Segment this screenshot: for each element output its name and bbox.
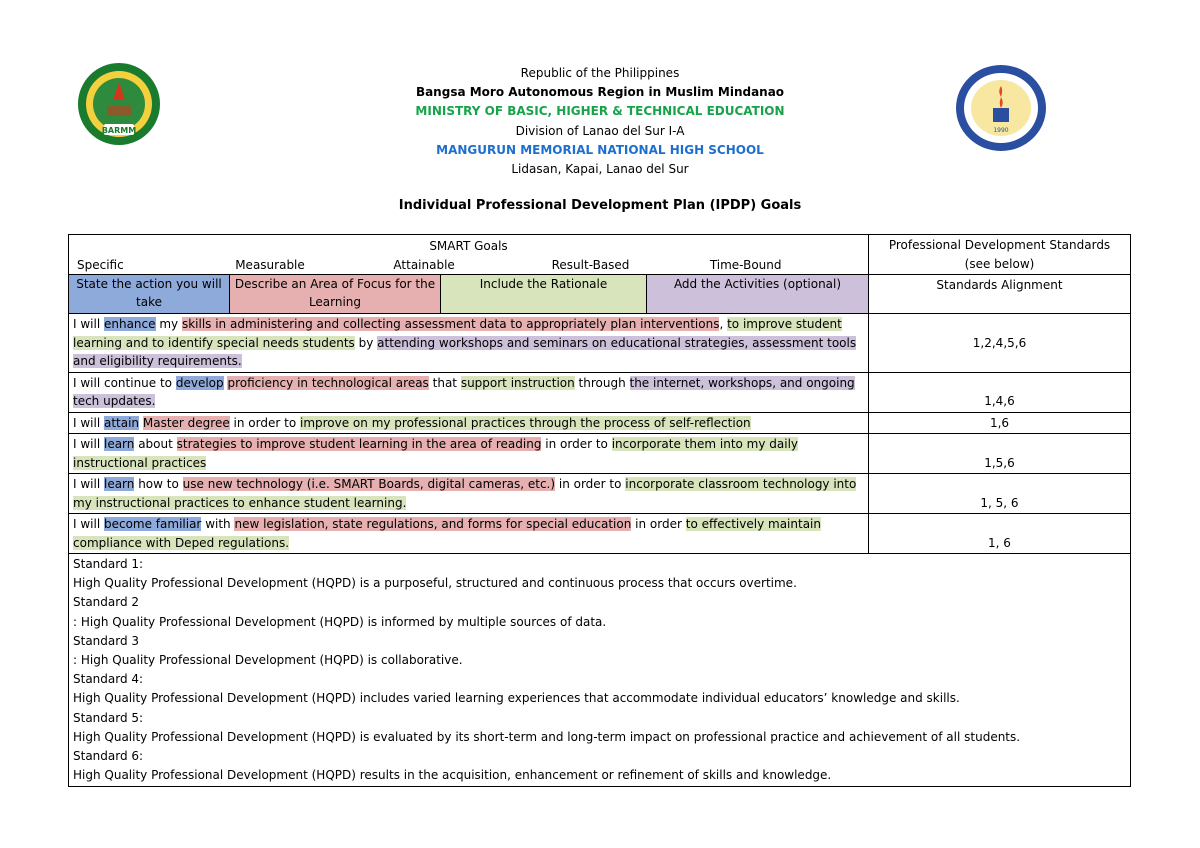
standards-list	[69, 554, 1131, 787]
goal-segment: incorporate them into my daily instructional practices	[73, 437, 799, 470]
header-activities: Add the Activities (optional)	[647, 275, 868, 313]
goal-segment: support instruction	[460, 375, 575, 390]
goal-segment: to improve student learning and to identify special needs students	[73, 317, 842, 350]
goal-segment: proficiency in technological areas	[227, 375, 429, 390]
goal-segment: by	[354, 335, 378, 350]
svg-text:BARMM: BARMM	[101, 126, 137, 135]
goal-row	[69, 474, 1131, 514]
goal-rows	[69, 314, 1131, 554]
goal-segment: learn	[103, 477, 135, 491]
smart-attainable: Attainable	[393, 257, 455, 272]
svg-text:1990: 1990	[993, 127, 1009, 134]
goal-segment: develop	[175, 375, 224, 390]
goal-row	[69, 514, 1131, 554]
header-school: MANGURUN MEMORIAL NATIONAL HIGH SCHOOL	[436, 142, 764, 157]
standard-heading: Standard 1:	[73, 557, 144, 571]
goal-segment: strategies to improve student learning in the area of reading	[176, 437, 542, 451]
goal-segment: use new technology (i.e. SMART Boards, digital cameras, etc.)	[182, 477, 556, 491]
smart-goals-title: SMART Goals	[429, 239, 508, 253]
goal-alignment: 1,5,6	[869, 434, 1131, 474]
goal-segment: I will	[73, 477, 104, 491]
goal-segment: in order to	[229, 415, 300, 430]
document-title: Individual Professional Development Plan (IPDP) Goals	[398, 198, 802, 213]
header-action: State the action you will take	[69, 275, 230, 313]
standard-description: High Quality Professional Development (HQPD) includes varied learning experiences that accommodate individual educators’ knowledge and skills.	[73, 691, 960, 706]
goal-segment: with	[201, 517, 235, 531]
goal-segment: to effectively maintain compliance with Deped regulations.	[73, 517, 821, 550]
goal-segment: attending workshops and seminars on educational strategies, assessment tools and eligibility requirements.	[73, 335, 857, 368]
goal-segment: improve on my professional practices through the process of self-reflection	[299, 415, 751, 430]
goal-segment: in order to	[555, 477, 626, 491]
header-region: Bangsa Moro Autonomous Region in Muslim Mindanao	[415, 85, 785, 100]
smart-header-row	[69, 235, 1131, 275]
smart-letters	[69, 256, 868, 275]
goal-alignment: 1,6	[869, 412, 1131, 434]
smart-specific: Specific	[77, 257, 124, 272]
goal-segment: become familiar	[103, 517, 202, 531]
goal-text	[69, 474, 869, 514]
goal-segment: Master degree	[142, 415, 230, 430]
goal-segment: the internet, workshops, and ongoing tech updates.	[73, 375, 855, 408]
goal-text	[69, 372, 869, 412]
goal-segment: about	[134, 437, 177, 451]
smart-measurable: Measurable	[235, 257, 305, 272]
document-header	[0, 64, 1200, 179]
header-republic: Republic of the Philippines	[520, 66, 680, 80]
standard-description: High Quality Professional Development (HQPD) results in the acquisition, enhancement or refinement of skills and knowledge.	[73, 768, 832, 783]
pd-standards-subtitle: (see below)	[964, 256, 1035, 271]
standard-description: : High Quality Professional Development (HQPD) is collaborative.	[73, 653, 463, 668]
smart-result-based: Result-Based	[551, 257, 630, 272]
pd-standards-header	[869, 235, 1131, 275]
standard-description: High Quality Professional Development (HQPD) is a purposeful, structured and continuous process that occurs overtime.	[73, 576, 797, 591]
header-focus-area: Describe an Area of Focus for the Learning	[230, 275, 441, 313]
goal-segment: enhance	[103, 317, 156, 331]
goal-alignment: 1, 5, 6	[869, 474, 1131, 514]
standard-heading: Standard 4:	[73, 672, 144, 687]
goal-row	[69, 434, 1131, 474]
goal-row	[69, 372, 1131, 412]
standards-row	[69, 554, 1131, 787]
smart-goals-header	[69, 235, 869, 275]
goal-text	[69, 412, 869, 434]
smart-time-bound: Time-Bound	[709, 257, 782, 272]
goal-row	[69, 412, 1131, 434]
goal-segment: that	[428, 375, 461, 390]
goal-alignment: 1, 6	[869, 514, 1131, 554]
goal-segment: I will	[73, 517, 104, 531]
goal-segment: my	[155, 317, 182, 331]
goal-segment: how to	[134, 477, 183, 491]
goal-row	[69, 314, 1131, 373]
column-header-row	[69, 275, 1131, 314]
goal-segment: in order	[631, 517, 686, 531]
goal-alignment: 1,4,6	[869, 372, 1131, 412]
standard-heading: Standard 2	[73, 595, 140, 610]
header-ministry: MINISTRY OF BASIC, HIGHER & TECHNICAL EDUCATION	[415, 104, 785, 119]
pd-standards-title: Professional Development Standards	[888, 238, 1111, 252]
goal-text	[69, 314, 869, 373]
goal-segment: I will	[73, 437, 104, 451]
header-standards-alignment: Standards Alignment	[869, 275, 1131, 314]
standard-heading: Standard 6:	[73, 749, 144, 764]
goal-segment: I will	[73, 415, 104, 430]
standard-heading: Standard 5:	[73, 710, 144, 725]
goal-segment: new legislation, state regulations, and forms for special education	[234, 517, 632, 531]
goal-segment: I will continue to	[73, 375, 176, 390]
goal-segment: through	[574, 375, 630, 390]
goal-text	[69, 514, 869, 554]
goal-alignment: 1,2,4,5,6	[869, 314, 1131, 373]
goal-segment: attain	[103, 415, 140, 430]
standard-description: High Quality Professional Development (HQPD) is evaluated by its short-term and long-term impact on professional practice and achievement of all students.	[73, 729, 1021, 744]
goal-segment: in order to	[541, 437, 612, 451]
goal-segment: ,	[719, 317, 728, 331]
header-address: Lidasan, Kapai, Lanao del Sur	[511, 162, 689, 177]
goal-text	[69, 434, 869, 474]
header-rationale: Include the Rationale	[441, 275, 647, 313]
goal-segment: incorporate classroom technology into my instructional practices to enhance student learning.	[73, 477, 857, 510]
header-division: Division of Lanao del Sur I-A	[515, 123, 685, 138]
goal-segment: I will	[73, 317, 104, 331]
standard-heading: Standard 3	[73, 633, 140, 648]
goal-segment: skills in administering and collecting assessment data to appropriately plan interventions	[181, 317, 720, 331]
ipdp-goals-table	[68, 234, 1131, 787]
standard-description: : High Quality Professional Development (HQPD) is informed by multiple sources of data.	[73, 614, 607, 629]
goal-segment: learn	[103, 437, 135, 451]
